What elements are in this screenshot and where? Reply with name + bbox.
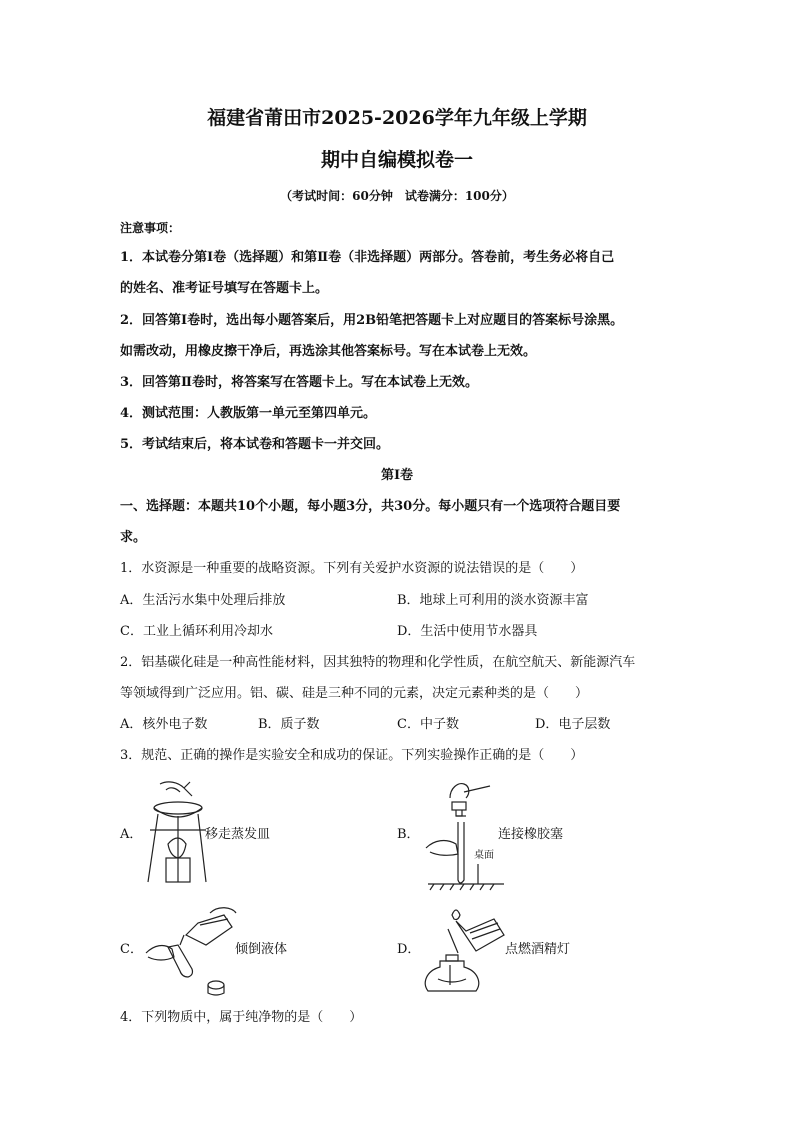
pouring-liquid-illustration — [140, 905, 240, 1001]
exam-title-line1: 福建省莆田市2025-2026学年九年级上学期 — [207, 107, 587, 129]
volume-heading: 第Ⅰ卷 — [380, 468, 414, 483]
q3-option-a-letter: A． — [120, 827, 143, 842]
alcohol-lamp-illustration — [418, 905, 508, 1001]
q3-option-c-caption: 倾倒液体 — [235, 942, 288, 957]
note-line-1: 1．本试卷分第Ⅰ卷（选择题）和第Ⅱ卷（非选择题）两部分。答卷前，考生务必将自己 — [120, 250, 615, 265]
note-line-6: 4．测试范围：人教版第一单元至第四单元。 — [120, 406, 377, 421]
q2-option-d: D．电子层数 — [535, 717, 611, 732]
q3-option-a-caption: 移走蒸发皿 — [205, 827, 271, 842]
q1-stem: 1．水资源是一种重要的战略资源。下列有关爱护水资源的说法错误的是（ ） — [120, 561, 584, 576]
q1-option-c: C．工业上循环利用冷却水 — [120, 624, 273, 639]
exam-info: （考试时间：60分钟 试卷满分：100分） — [280, 189, 514, 203]
notes-heading: 注意事项： — [120, 221, 181, 235]
q2-stem-line2: 等领域得到广泛应用。铝、碳、硅是三种不同的元素，决定元素种类的是（ ） — [120, 686, 589, 701]
q2-stem-line1: 2．铝基碳化硅是一种高性能材料，因其独特的物理和化学性质，在航空航天、新能源汽车 — [120, 655, 636, 670]
q4-stem: 4．下列物质中，属于纯净物的是（ ） — [120, 1010, 363, 1025]
q3-option-b-caption: 连接橡胶塞 — [498, 827, 564, 842]
q3-option-b-letter: B． — [397, 827, 420, 842]
exam-title-line2: 期中自编模拟卷一 — [320, 149, 473, 171]
q3-option-b-desk-label: 桌面 — [474, 850, 494, 861]
section-intro-line2: 求。 — [120, 530, 147, 545]
note-line-2: 的姓名、准考证号填写在答题卡上。 — [120, 281, 329, 296]
q2-option-a: A．核外电子数 — [120, 717, 208, 732]
q1-option-a: A．生活污水集中处理后排放 — [120, 593, 286, 608]
q3-option-d-caption: 点燃酒精灯 — [505, 942, 571, 957]
evaporating-dish-illustration — [140, 778, 210, 888]
q1-option-d: D．生活中使用节水器具 — [397, 624, 538, 639]
q3-stem: 3．规范、正确的操作是实验安全和成功的保证。下列实验操作正确的是（ ） — [120, 748, 584, 763]
q3-option-d-letter: D． — [397, 942, 421, 957]
note-line-4: 如需改动，用橡皮擦干净后，再选涂其他答案标号。写在本试卷上无效。 — [120, 344, 537, 359]
rubber-stopper-illustration — [420, 776, 510, 892]
note-line-5: 3．回答第Ⅱ卷时，将答案写在答题卡上。写在本试卷上无效。 — [120, 375, 479, 390]
note-line-7: 5．考试结束后，将本试卷和答题卡一并交回。 — [120, 437, 390, 452]
q2-option-c: C．中子数 — [397, 717, 459, 732]
q2-option-b: B．质子数 — [258, 717, 320, 732]
q1-option-b: B．地球上可利用的淡水资源丰富 — [397, 593, 589, 608]
section-intro-line1: 一、选择题：本题共10个小题，每小题3分，共30分。每小题只有一个选项符合题目要 — [120, 499, 621, 514]
q3-option-c-letter: C． — [120, 942, 143, 957]
note-line-3: 2．回答第Ⅰ卷时，选出每小题答案后，用2B铅笔把答题卡上对应题目的答案标号涂黑。 — [120, 313, 624, 328]
